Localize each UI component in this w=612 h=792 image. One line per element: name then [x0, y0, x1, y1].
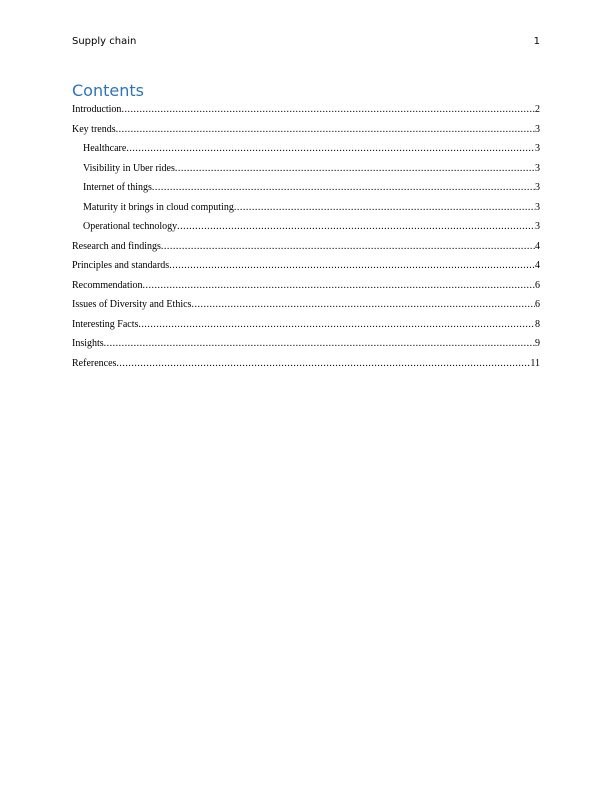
- toc-entry-diversity-and-ethics[interactable]: [72, 299, 540, 319]
- toc-entry-label: Key trends: [72, 123, 116, 135]
- toc-entry-page: 8: [535, 318, 540, 330]
- toc-entry-label: Visibility in Uber rides: [83, 162, 175, 174]
- header-title: Supply chain: [72, 36, 137, 47]
- toc-entry-page: 6: [535, 299, 540, 310]
- toc-dot-leader: [234, 202, 535, 213]
- toc-entry-label: Recommendation: [72, 279, 143, 291]
- toc-entry-label: Operational technology: [83, 221, 178, 232]
- toc-entry-page: 3: [535, 162, 540, 174]
- toc-entry-interesting-facts[interactable]: [72, 319, 540, 339]
- toc-entry-page: 3: [535, 182, 540, 193]
- toc-dot-leader: [116, 124, 535, 135]
- header-page-number: 1: [533, 36, 540, 47]
- toc-entry-label: Maturity it brings in cloud computing: [83, 201, 234, 213]
- toc-dot-leader: [191, 299, 535, 310]
- toc-entry-page: 9: [535, 338, 540, 349]
- toc-entry-cloud-computing[interactable]: [72, 202, 540, 222]
- table-of-contents: [72, 104, 540, 377]
- toc-dot-leader: [169, 260, 535, 271]
- toc-entry-label: References: [72, 357, 117, 369]
- toc-dot-leader: [152, 182, 535, 193]
- toc-entry-label: Insights: [72, 338, 104, 349]
- toc-entry-page: 3: [535, 123, 540, 135]
- toc-entry-label: Principles and standards: [72, 260, 170, 271]
- toc-entry-principles-and-standards[interactable]: [72, 260, 540, 280]
- toc-dot-leader: [104, 338, 535, 349]
- toc-entry-introduction[interactable]: [72, 104, 540, 124]
- toc-entry-label: Interesting Facts: [72, 318, 139, 330]
- toc-entry-recommendation[interactable]: [72, 280, 540, 300]
- toc-entry-page: 3: [535, 221, 540, 232]
- toc-entry-label: Healthcare: [83, 143, 127, 154]
- toc-entry-page: 3: [535, 201, 540, 213]
- toc-entry-key-trends[interactable]: [72, 124, 540, 144]
- toc-entry-page: 4: [535, 240, 540, 252]
- toc-entry-page: 11: [530, 357, 540, 369]
- toc-dot-leader: [116, 358, 530, 369]
- toc-entry-internet-of-things[interactable]: [72, 182, 540, 202]
- toc-entry-visibility-in-uber-rides[interactable]: [72, 163, 540, 183]
- toc-entry-page: 4: [535, 260, 540, 271]
- toc-entry-references[interactable]: [72, 358, 540, 378]
- toc-dot-leader: [138, 319, 535, 330]
- toc-entry-insights[interactable]: [72, 338, 540, 358]
- toc-dot-leader: [121, 104, 535, 115]
- toc-entry-page: 6: [535, 279, 540, 291]
- toc-entry-page: 2: [535, 104, 540, 115]
- toc-entry-operational-technology[interactable]: [72, 221, 540, 241]
- contents-heading: Contents: [72, 81, 144, 100]
- toc-dot-leader: [177, 221, 535, 232]
- toc-dot-leader: [126, 143, 535, 154]
- toc-entry-page: 3: [535, 143, 540, 154]
- toc-dot-leader: [143, 280, 535, 291]
- toc-dot-leader: [175, 163, 535, 174]
- toc-entry-label: Research and findings: [72, 240, 161, 252]
- toc-entry-label: Internet of things: [83, 182, 152, 193]
- toc-entry-label: Introduction: [72, 104, 122, 115]
- toc-entry-healthcare[interactable]: [72, 143, 540, 163]
- toc-dot-leader: [161, 241, 535, 252]
- toc-entry-label: Issues of Diversity and Ethics: [72, 299, 192, 310]
- toc-entry-research-and-findings[interactable]: [72, 241, 540, 261]
- page-header: [72, 36, 540, 50]
